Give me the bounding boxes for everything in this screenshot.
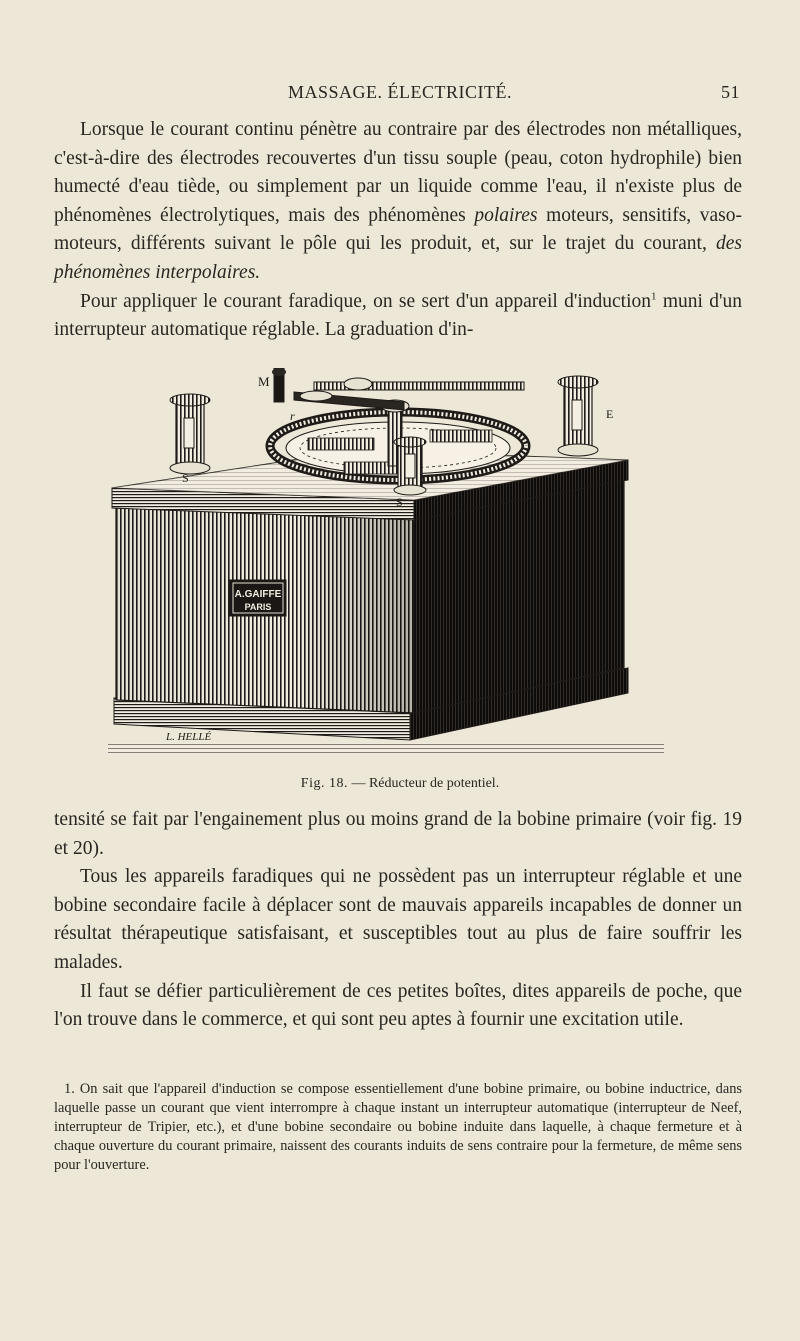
- paragraph-1: Lorsque le courant continu pénètre au contraire par des électrodes non métalliques, c'est-à-dire des électrodes recouvertes d'un tissu souple (peau, coton hydrophile) bien humecté d'eau tiède, ou simplement par un liquide comme l'eau, il n'existe plus de phénomènes électrolytiques, mais des phénomènes polaires moteurs, sensitifs, vaso-moteurs, différents suivant le pôle qui les produit, et, sur le trajet du courant, des phénomènes interpolaires.: [54, 119, 742, 283]
- terminal-knob-right: [558, 376, 598, 388]
- label-s-left: S: [182, 471, 189, 485]
- figure-illustration: [108, 368, 664, 768]
- body-text-top: [54, 116, 742, 345]
- footnote-text: On sait que l'appareil d'induction se compose essentiellement d'une bobine primaire, ou bobine inductrice, dans laquelle passe un courant que vient interrompre à chaque instant un interrupteur automatique (interrupteur de Neef, interrupteur de Tripier, etc.), et d'une bobine secondaire ou bobine induite dans laquelle, à chaque fermeture et à chaque ouverture du courant primaire, naissent des courants induits de sens contraire pour la fermeture, de même sens pour l'ouverture.: [54, 1081, 742, 1173]
- page-number: 51: [721, 82, 740, 102]
- maker-plate-line2: PARIS: [244, 602, 272, 612]
- footnote-number: 1.: [64, 1081, 75, 1097]
- paragraph-2: Pour appliquer le courant faradique, on se sert d'un appareil d'induction$^1$ muni d'un interrupteur automatique réglable. La graduation d'in-: [54, 290, 742, 341]
- emphasis-interpolaires: des phénomènes interpolaires.: [54, 233, 742, 283]
- figure-caption-text: — Réducteur de potentiel.: [347, 776, 500, 791]
- paragraph-5: Il faut se défier particulièrement de ces petites boîtes, dites appareils de poche, que l'on trouve dans le commerce, et qui sont peu aptes à fournir une excitation utile.: [54, 980, 742, 1031]
- emphasis-polaires: polaires: [474, 204, 538, 226]
- maker-plate-line1: A.GAIFFE: [234, 589, 282, 600]
- engraver-signature: L. HELLÉ: [166, 731, 212, 743]
- label-s-center: S: [396, 495, 403, 509]
- running-head: [60, 82, 740, 108]
- label-r: r: [290, 409, 295, 423]
- potential-reducer-engraving: [108, 368, 664, 768]
- paragraph-3: tensité se fait par l'engainement plus ou moins grand de la bobine primaire (voir fig. 19 et 20).: [54, 809, 742, 859]
- figure-number: Fig. 18.: [300, 776, 348, 791]
- footnote: [54, 1080, 742, 1175]
- figure-caption: [0, 776, 800, 792]
- terminal-knob-left: [170, 394, 210, 406]
- footnote-ref: 1: [651, 290, 657, 303]
- table-shadow: [108, 743, 664, 755]
- label-e: E: [606, 407, 614, 421]
- running-head-title: MASSAGE. ÉLECTRICITÉ.: [288, 82, 512, 102]
- paragraph-4: Tous les appareils faradiques qui ne possèdent pas un interrupteur réglable et une bobine secondaire facile à déplacer sont de mauvais appareils incapables de donner un résultat thérapeutique satisfaisant, et susceptibles tout au plus de faire souffrir les malades.: [54, 866, 742, 973]
- body-text-bottom: [54, 806, 742, 1035]
- label-m: M: [258, 374, 270, 389]
